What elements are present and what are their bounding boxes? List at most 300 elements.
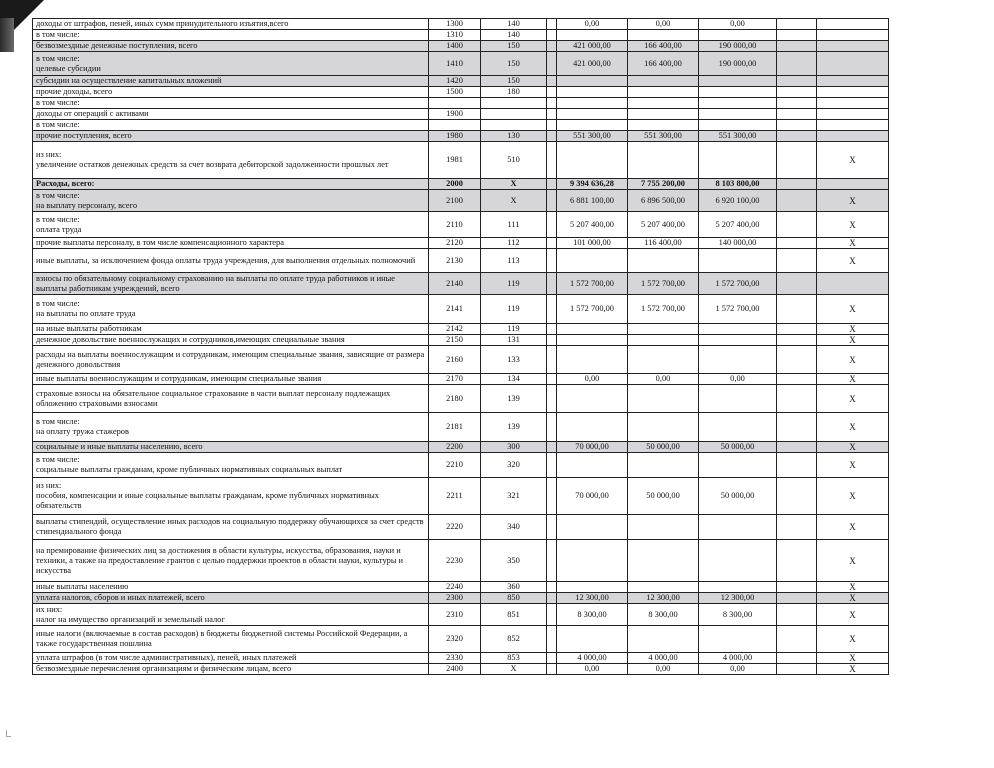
row-name: прочие поступления, всего [36, 131, 132, 140]
row-prefix: в том числе: [36, 190, 80, 200]
table-row [33, 626, 889, 653]
row-name: в том числе: [36, 120, 80, 129]
row-value-second-plan-year [699, 413, 777, 442]
row-name-cell [33, 238, 429, 249]
row-name-cell [33, 52, 429, 76]
row-x-mark: X [817, 346, 889, 374]
row-value-second-plan-year [699, 109, 777, 120]
row-name: иные выплаты населению [36, 582, 129, 591]
row-name: оплата труда [36, 224, 82, 234]
row-value-current-year: 0,00 [557, 374, 628, 385]
row-name-cell [33, 98, 429, 109]
row-name: Расходы, всего: [36, 179, 95, 188]
row-spacer [547, 385, 557, 413]
row-name: субсидии на осуществление капитальных вложений [36, 76, 222, 85]
table-row [33, 540, 889, 582]
row-value-first-plan-year: 0,00 [628, 664, 699, 675]
row-value-first-plan-year [628, 626, 699, 653]
row-value-second-plan-year [699, 142, 777, 179]
row-x-mark: X [817, 249, 889, 273]
row-value-current-year: 12 300,00 [557, 593, 628, 604]
row-name-cell [33, 109, 429, 120]
row-empty [777, 41, 817, 52]
row-empty [777, 109, 817, 120]
row-spacer [547, 478, 557, 515]
row-name: иные выплаты военнослужащим и сотрудникам, имеющим специальные звания [36, 374, 322, 383]
row-value-current-year: 70 000,00 [557, 442, 628, 453]
row-value-first-plan-year [628, 413, 699, 442]
row-value-current-year: 421 000,00 [557, 52, 628, 76]
row-spacer [547, 593, 557, 604]
row-kosgu: 340 [481, 515, 547, 540]
row-value-current-year [557, 87, 628, 98]
row-prefix: из них: [36, 150, 62, 159]
row-value-second-plan-year: 4 000,00 [699, 653, 777, 664]
row-x-mark [817, 41, 889, 52]
row-value-second-plan-year: 12 300,00 [699, 593, 777, 604]
table-row [33, 413, 889, 442]
row-value-current-year [557, 515, 628, 540]
row-kosgu: 150 [481, 41, 547, 52]
row-empty [777, 52, 817, 76]
row-code: 2150 [429, 335, 481, 346]
row-kosgu: 140 [481, 30, 547, 41]
row-value-second-plan-year: 190 000,00 [699, 52, 777, 76]
row-value-first-plan-year [628, 515, 699, 540]
row-code: 2000 [429, 179, 481, 190]
row-name-cell [33, 212, 429, 238]
row-name: на иные выплаты работникам [36, 324, 142, 333]
row-spacer [547, 120, 557, 131]
row-spacer [547, 442, 557, 453]
row-value-second-plan-year: 0,00 [699, 19, 777, 30]
row-kosgu: 852 [481, 626, 547, 653]
row-value-first-plan-year [628, 98, 699, 109]
row-value-second-plan-year [699, 540, 777, 582]
row-name: иные налоги (включаемые в состав расходов) в бюджеты бюджетной системы Российской Федерации, а также государственная пошлина [36, 629, 408, 648]
row-name-cell [33, 582, 429, 593]
row-value-second-plan-year [699, 120, 777, 131]
row-spacer [547, 30, 557, 41]
row-empty [777, 453, 817, 478]
row-x-mark [817, 19, 889, 30]
row-name: на премирование физических лиц за достижения в области культуры, искусства, образования, науки и техники, а также на предоставление грантов с целью поддержки проектов в области науки, культуры и искусства [36, 545, 404, 575]
row-value-first-plan-year: 7 755 200,00 [628, 179, 699, 190]
row-code: 1400 [429, 41, 481, 52]
row-x-mark: X [817, 582, 889, 593]
row-name-cell [33, 179, 429, 190]
row-value-first-plan-year [628, 346, 699, 374]
table-row [33, 41, 889, 52]
row-name: расходы на выплаты военнослужащим и сотрудникам, имеющим специальные звания, зависящие от размера денежного довольствия [36, 349, 425, 369]
row-name: безвозмездные перечисления организациям и физическим лицам, всего [36, 664, 292, 673]
row-spacer [547, 109, 557, 120]
row-x-mark [817, 120, 889, 131]
row-spacer [547, 212, 557, 238]
row-code: 1980 [429, 131, 481, 142]
row-name-cell [33, 664, 429, 675]
row-name: денежное довольствие военнослужащих и сотрудников,имеющих специальные звания [36, 335, 345, 344]
row-name-cell [33, 374, 429, 385]
row-name: увеличение остатков денежных средств за счет возврата дебиторской задолженности прошлых лет [36, 160, 389, 169]
row-name: взносы по обязательному социальному страхованию на выплаты по оплате труда работников и иные выплаты работникам учреждений, всего [36, 273, 395, 293]
row-spacer [547, 374, 557, 385]
row-spacer [547, 626, 557, 653]
row-empty [777, 76, 817, 87]
row-kosgu: 119 [481, 273, 547, 295]
row-kosgu: 850 [481, 593, 547, 604]
row-value-second-plan-year: 0,00 [699, 374, 777, 385]
row-value-current-year [557, 98, 628, 109]
table-row [33, 664, 889, 675]
table-row [33, 249, 889, 273]
row-code: 2240 [429, 582, 481, 593]
row-spacer [547, 142, 557, 179]
row-spacer [547, 41, 557, 52]
row-value-current-year [557, 413, 628, 442]
row-kosgu: 140 [481, 19, 547, 30]
row-value-first-plan-year [628, 120, 699, 131]
row-kosgu: 133 [481, 346, 547, 374]
row-x-mark: X [817, 190, 889, 212]
row-code: 1981 [429, 142, 481, 179]
row-value-current-year: 421 000,00 [557, 41, 628, 52]
row-value-current-year: 1 572 700,00 [557, 295, 628, 324]
row-empty [777, 87, 817, 98]
table-row [33, 335, 889, 346]
row-value-first-plan-year [628, 453, 699, 478]
table-row [33, 385, 889, 413]
table-row [33, 374, 889, 385]
row-prefix: в том числе: [36, 455, 80, 464]
row-spacer [547, 295, 557, 324]
row-prefix: из них: [36, 481, 62, 490]
table-row [33, 179, 889, 190]
row-x-mark: X [817, 142, 889, 179]
row-value-first-plan-year: 5 207 400,00 [628, 212, 699, 238]
row-empty [777, 604, 817, 626]
row-value-first-plan-year [628, 109, 699, 120]
row-empty [777, 98, 817, 109]
row-value-current-year [557, 335, 628, 346]
row-kosgu: 112 [481, 238, 547, 249]
row-code: 1500 [429, 87, 481, 98]
row-value-second-plan-year [699, 76, 777, 87]
row-spacer [547, 335, 557, 346]
row-empty [777, 442, 817, 453]
scan-edge-shadow [0, 18, 14, 52]
row-name: на выплату персоналу, всего [36, 200, 138, 210]
row-empty [777, 324, 817, 335]
row-value-first-plan-year: 0,00 [628, 19, 699, 30]
row-code: 2110 [429, 212, 481, 238]
row-name-cell [33, 593, 429, 604]
row-empty [777, 385, 817, 413]
row-spacer [547, 76, 557, 87]
row-name-cell [33, 515, 429, 540]
row-code: 1900 [429, 109, 481, 120]
row-value-second-plan-year: 1 572 700,00 [699, 273, 777, 295]
row-value-current-year [557, 626, 628, 653]
row-kosgu: X [481, 664, 547, 675]
row-value-current-year [557, 582, 628, 593]
row-x-mark: X [817, 453, 889, 478]
row-empty [777, 540, 817, 582]
scan-margin-mark [6, 730, 11, 737]
row-kosgu: 180 [481, 87, 547, 98]
row-code: 1310 [429, 30, 481, 41]
row-spacer [547, 19, 557, 30]
row-kosgu: 119 [481, 324, 547, 335]
row-code: 2180 [429, 385, 481, 413]
row-name-cell [33, 604, 429, 626]
row-name: социальные и иные выплаты населению, всего [36, 442, 203, 451]
row-name-cell [33, 120, 429, 131]
row-value-first-plan-year [628, 76, 699, 87]
row-spacer [547, 179, 557, 190]
row-value-first-plan-year [628, 324, 699, 335]
row-code: 2300 [429, 593, 481, 604]
row-value-current-year [557, 249, 628, 273]
row-prefix: их них: [36, 604, 63, 614]
row-kosgu: 350 [481, 540, 547, 582]
table-row [33, 87, 889, 98]
table-body [33, 19, 889, 675]
row-x-mark: X [817, 593, 889, 604]
row-value-current-year [557, 385, 628, 413]
row-value-first-plan-year [628, 582, 699, 593]
row-value-current-year [557, 76, 628, 87]
row-empty [777, 626, 817, 653]
row-kosgu [481, 98, 547, 109]
row-kosgu: 360 [481, 582, 547, 593]
row-spacer [547, 249, 557, 273]
table-row [33, 190, 889, 212]
row-value-second-plan-year: 140 000,00 [699, 238, 777, 249]
row-code: 2320 [429, 626, 481, 653]
row-kosgu: 851 [481, 604, 547, 626]
row-empty [777, 593, 817, 604]
row-value-first-plan-year: 1 572 700,00 [628, 295, 699, 324]
row-x-mark [817, 87, 889, 98]
row-name-cell [33, 131, 429, 142]
row-x-mark: X [817, 515, 889, 540]
row-value-second-plan-year [699, 30, 777, 41]
row-value-first-plan-year: 8 300,00 [628, 604, 699, 626]
row-empty [777, 295, 817, 324]
row-empty [777, 19, 817, 30]
row-name: доходы от штрафов, пеней, иных сумм принудительного изъятия,всего [36, 19, 289, 28]
row-value-first-plan-year: 6 896 500,00 [628, 190, 699, 212]
row-spacer [547, 604, 557, 626]
row-value-current-year [557, 120, 628, 131]
row-value-second-plan-year: 0,00 [699, 664, 777, 675]
row-name-cell [33, 41, 429, 52]
table-row [33, 295, 889, 324]
row-name-cell [33, 413, 429, 442]
row-code: 2210 [429, 453, 481, 478]
row-code: 2140 [429, 273, 481, 295]
row-name-cell [33, 249, 429, 273]
row-code: 2200 [429, 442, 481, 453]
row-value-first-plan-year: 116 400,00 [628, 238, 699, 249]
row-name: иные выплаты, за исключением фонда оплаты труда учреждения, для выполнения отдельных полномочий [36, 255, 416, 265]
row-value-first-plan-year [628, 385, 699, 413]
row-x-mark [817, 179, 889, 190]
table-row [33, 30, 889, 41]
row-name: уплата налогов, сборов и иных платежей, всего [36, 593, 205, 602]
row-name-cell [33, 273, 429, 295]
row-spacer [547, 324, 557, 335]
row-kosgu: 320 [481, 453, 547, 478]
row-value-current-year [557, 142, 628, 179]
row-spacer [547, 131, 557, 142]
row-kosgu: 139 [481, 413, 547, 442]
row-code: 2181 [429, 413, 481, 442]
row-name-cell [33, 19, 429, 30]
table-row [33, 346, 889, 374]
row-code: 2220 [429, 515, 481, 540]
row-spacer [547, 273, 557, 295]
row-name: в том числе: [36, 30, 80, 39]
row-value-first-plan-year [628, 142, 699, 179]
row-value-second-plan-year: 50 000,00 [699, 442, 777, 453]
row-empty [777, 238, 817, 249]
row-value-second-plan-year: 8 300,00 [699, 604, 777, 626]
row-value-second-plan-year: 5 207 400,00 [699, 212, 777, 238]
row-value-first-plan-year: 12 300,00 [628, 593, 699, 604]
row-empty [777, 374, 817, 385]
row-spacer [547, 346, 557, 374]
row-code: 2310 [429, 604, 481, 626]
budget-sheet [32, 18, 888, 675]
row-value-current-year [557, 540, 628, 582]
row-kosgu: 113 [481, 249, 547, 273]
row-name: целевые субсидии [36, 63, 101, 73]
row-x-mark [817, 98, 889, 109]
row-empty [777, 190, 817, 212]
row-value-first-plan-year: 50 000,00 [628, 442, 699, 453]
row-name-cell [33, 346, 429, 374]
row-value-current-year: 9 394 636,28 [557, 179, 628, 190]
row-code: 2230 [429, 540, 481, 582]
row-name: безвозмездные денежные поступления, всего [36, 41, 198, 50]
row-value-current-year: 4 000,00 [557, 653, 628, 664]
row-name-cell [33, 540, 429, 582]
table-row [33, 478, 889, 515]
row-x-mark: X [817, 653, 889, 664]
row-code: 2160 [429, 346, 481, 374]
row-kosgu: 150 [481, 52, 547, 76]
row-value-current-year: 0,00 [557, 664, 628, 675]
table-row [33, 238, 889, 249]
row-code: 2141 [429, 295, 481, 324]
row-value-second-plan-year: 190 000,00 [699, 41, 777, 52]
row-code: 2142 [429, 324, 481, 335]
row-x-mark: X [817, 374, 889, 385]
row-kosgu: 139 [481, 385, 547, 413]
row-x-mark: X [817, 324, 889, 335]
row-value-current-year: 1 572 700,00 [557, 273, 628, 295]
table-row [33, 273, 889, 295]
row-value-current-year [557, 30, 628, 41]
row-name: страховые взносы на обязательное социальное страхование в части выплат персоналу подлежащих обложению страховыми взносами [36, 388, 391, 408]
row-name: налог на имущество организаций и земельный налог [36, 614, 225, 624]
row-kosgu: 150 [481, 76, 547, 87]
row-code: 1420 [429, 76, 481, 87]
row-name-cell [33, 653, 429, 664]
row-empty [777, 653, 817, 664]
table-row [33, 76, 889, 87]
row-empty [777, 664, 817, 675]
row-value-current-year [557, 346, 628, 374]
row-code: 2100 [429, 190, 481, 212]
row-value-second-plan-year [699, 346, 777, 374]
row-value-second-plan-year [699, 582, 777, 593]
row-kosgu: X [481, 179, 547, 190]
row-prefix: в том числе: [36, 299, 80, 308]
row-code [429, 120, 481, 131]
row-code: 2211 [429, 478, 481, 515]
table-row [33, 131, 889, 142]
row-name-cell [33, 324, 429, 335]
row-value-second-plan-year [699, 335, 777, 346]
row-x-mark: X [817, 626, 889, 653]
row-x-mark [817, 76, 889, 87]
row-name: выплаты стипендий, осуществление иных расходов на социальную поддержку обучающихся за счет средств стипендиального фонда [36, 517, 424, 536]
row-kosgu: 111 [481, 212, 547, 238]
row-value-first-plan-year [628, 540, 699, 582]
table-row [33, 98, 889, 109]
table-row [33, 442, 889, 453]
row-value-second-plan-year [699, 515, 777, 540]
row-name-cell [33, 295, 429, 324]
row-kosgu: 134 [481, 374, 547, 385]
row-code: 2170 [429, 374, 481, 385]
table-row [33, 109, 889, 120]
row-x-mark: X [817, 664, 889, 675]
row-value-current-year: 70 000,00 [557, 478, 628, 515]
row-x-mark [817, 109, 889, 120]
row-x-mark: X [817, 212, 889, 238]
row-spacer [547, 98, 557, 109]
row-code: 2400 [429, 664, 481, 675]
row-value-second-plan-year: 8 103 800,00 [699, 179, 777, 190]
row-name-cell [33, 442, 429, 453]
row-x-mark: X [817, 478, 889, 515]
row-empty [777, 212, 817, 238]
table-row [33, 453, 889, 478]
row-spacer [547, 664, 557, 675]
row-x-mark: X [817, 238, 889, 249]
row-empty [777, 335, 817, 346]
row-value-second-plan-year [699, 87, 777, 98]
row-value-first-plan-year: 50 000,00 [628, 478, 699, 515]
row-value-first-plan-year [628, 249, 699, 273]
row-name-cell [33, 335, 429, 346]
row-value-second-plan-year [699, 385, 777, 413]
table-row [33, 593, 889, 604]
row-prefix: в том числе: [36, 53, 80, 63]
row-name-cell [33, 30, 429, 41]
row-value-current-year: 8 300,00 [557, 604, 628, 626]
row-value-second-plan-year [699, 249, 777, 273]
row-x-mark: X [817, 540, 889, 582]
table-row [33, 515, 889, 540]
row-value-current-year: 0,00 [557, 19, 628, 30]
row-value-first-plan-year: 1 572 700,00 [628, 273, 699, 295]
table-row [33, 120, 889, 131]
